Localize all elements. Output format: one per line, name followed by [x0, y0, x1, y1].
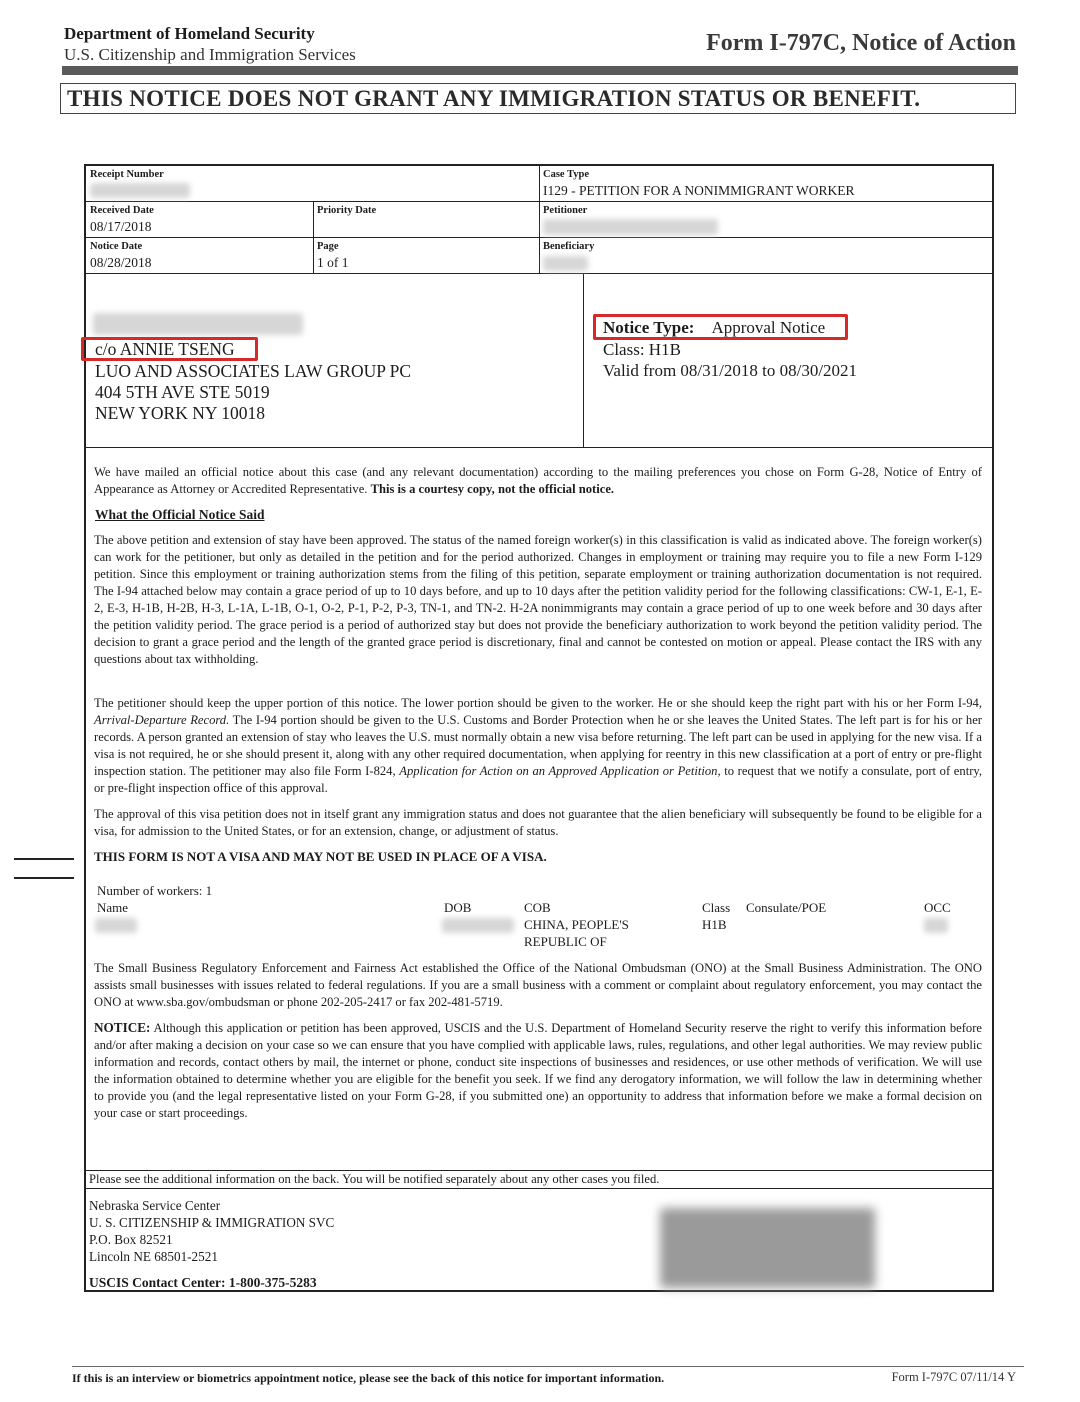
notice-type-value: Approval Notice	[711, 318, 826, 337]
attention-line: c/o ANNIE TSENG	[95, 339, 235, 359]
case-type-label: Case Type	[543, 169, 589, 180]
barcode-redacted	[660, 1208, 875, 1288]
petitioner-redacted	[543, 219, 718, 235]
grid-line	[86, 1188, 992, 1189]
courtesy-copy-note: This is a courtesy copy, not the official notice.	[370, 482, 615, 496]
p2-italic-1: Arrival-Departure Record.	[94, 713, 230, 727]
worker-dob-redacted	[442, 918, 514, 933]
agency-name: U.S. Citizenship and Immigration Services	[64, 45, 356, 64]
case-type-value: I129 - PETITION FOR A NONIMMIGRANT WORKER	[543, 183, 855, 198]
instructions-paragraph	[94, 695, 982, 797]
worker-class-value: H1B	[702, 917, 727, 932]
notice-type	[603, 318, 825, 338]
address-line-3: NEW YORK NY 10018	[95, 403, 265, 423]
section-heading: What the Official Notice Said	[95, 507, 265, 522]
worker-occ-redacted	[924, 918, 948, 933]
footer-divider	[72, 1366, 1024, 1367]
receipt-number-redacted	[90, 183, 190, 198]
notice-label: NOTICE:	[94, 1020, 151, 1035]
notice-date-value: 08/28/2018	[90, 255, 152, 270]
visa-warning: THIS FORM IS NOT A VISA AND MAY NOT BE USED IN PLACE OF A VISA.	[94, 849, 547, 864]
worker-count: Number of workers: 1	[97, 883, 213, 898]
grid-line	[86, 447, 992, 448]
worker-occ-label: OCC	[924, 900, 951, 915]
class-line: Class: H1B	[603, 340, 681, 359]
grid-line	[313, 201, 314, 273]
notice-date-label: Notice Date	[90, 241, 143, 252]
address-line-1: LUO AND ASSOCIATES LAW GROUP PC	[95, 361, 412, 381]
footer-form-code: Form I-797C 07/11/14 Y	[891, 1370, 1016, 1384]
p2-part-c: to request that we notify a consulate, port of entry, or pre-flight inspection office of this approval.	[94, 764, 983, 795]
service-center-pobox: P.O. Box 82521	[89, 1232, 173, 1247]
service-center-city: Lincoln NE 68501-2521	[89, 1249, 218, 1264]
page-value: 1 of 1	[317, 255, 349, 270]
intro-text: We have mailed an official notice about this case (and any relevant documentation) according to the mailing preferences you chose on Form G-28, Notice of Entry of Appearance as Attorney or Accredited Representative.	[94, 465, 982, 496]
worker-dob-label: DOB	[444, 900, 472, 915]
worker-cob-label: COB	[524, 900, 551, 915]
worker-cob-line2: REPUBLIC OF	[524, 934, 607, 949]
disclaimer-paragraph: The approval of this visa petition does not in itself grant any immigration status and does not guarantee that the alien beneficiary will subsequently be found to be eligible for a visa, for admission to the United States, or for an extension, change, or adjustment of status.	[94, 807, 982, 838]
priority-date-label: Priority Date	[317, 205, 377, 216]
approval-paragraph: The above petition and extension of stay have been approved. The status of the named foreign worker(s) in this classification is valid as indicated above. The foreign worker(s) can work for the petitioner, but only as detailed in the petition and for the period authorized. Changes in employment or training may require you to file a new Form I-129 petition. Since this employment or training authorization stems from the filing of this petition, separate employment or training authorization documentation is not required. The I-94 attached below may contain a grace period of up to 10 days before, and up to 10 days after the petition validity period for the following classifications: CW-1, E-1, E-2, E-3, H-1B, H-2B, H-3, L-1A, L-1B, O-1, O-2, P-1, P-2, P-3, TN-1, and TN-2. H-2A nonimmigrants may contain a grace period of up to one week before and 30 days after the petition validity period. The grace period is a period of authorized stay but does not provide the beneficiary authorization to work beyond the petition validity period. The decision to grant a grace period and the length of the granted grace period is discretionary, final and cannot be contested on motion or appeal. Please contact the IRS with any questions about tax withholding.	[94, 533, 982, 666]
notice-paragraph	[94, 1019, 982, 1122]
sbrefa-paragraph: The Small Business Regulatory Enforcement and Fairness Act established the Office of the National Ombudsman (ONO) at the Small Business Administration. The ONO assists small businesses with issues related to federal regulations. If you are a small business with a comment or complaint about regulatory enforcement, you may contact the ONO at www.sba.gov/ombudsman or phone 202-205-2417 or fax 202-481-5719.	[94, 961, 982, 1009]
margin-mark	[14, 858, 74, 860]
additional-info-line: Please see the additional information on the back. You will be notified separately about any other cases you filed.	[89, 1172, 660, 1186]
margin-mark	[14, 877, 74, 879]
address-line-2: 404 5TH AVE STE 5019	[95, 382, 270, 402]
p2-italic-2: Application for Action on an Approved Application or Petition,	[399, 764, 721, 778]
footer-note: If this is an interview or biometrics appointment notice, please see the back of this notice for important information.	[72, 1371, 665, 1385]
grid-line	[539, 165, 540, 273]
worker-consulate-label: Consulate/POE	[746, 900, 827, 915]
p2-part-b: The I-94 portion should be given to the U.S. Customs and Border Protection when he or she leaves the United States. The left part is for his or her records. A person granted an extension of stay who leaves the U.S. must normally obtain a new visa before returning. The left part can be used in applying for the new visa. If a visa is not required, he or she should present it, along with any other required documentation, when applying for reentry in this new classification at a port of entry or pre-flight inspection station. The petitioner may also file Form I-824,	[94, 713, 982, 778]
worker-cob-line1: CHINA, PEOPLE'S	[524, 917, 629, 932]
addressee-redacted	[93, 313, 303, 335]
grid-line	[86, 273, 992, 274]
receipt-number-label: Receipt Number	[90, 169, 164, 180]
received-date-label: Received Date	[90, 205, 154, 216]
worker-name-label: Name	[97, 900, 129, 915]
service-center-agency: U. S. CITIZENSHIP & IMMIGRATION SVC	[89, 1215, 335, 1230]
intro-paragraph	[94, 464, 982, 498]
contact-center: USCIS Contact Center: 1-800-375-5283	[89, 1275, 317, 1290]
received-date-value: 08/17/2018	[90, 219, 152, 234]
grid-line	[86, 1170, 992, 1171]
department-name: Department of Homeland Security	[64, 24, 315, 43]
form-title: Form I-797C, Notice of Action	[706, 30, 1016, 56]
beneficiary-redacted	[543, 256, 588, 271]
service-center-name: Nebraska Service Center	[89, 1198, 221, 1213]
petitioner-label: Petitioner	[543, 205, 588, 216]
notice-type-label: Notice Type:	[603, 318, 695, 337]
page-label: Page	[317, 241, 339, 252]
notice-text: Although this application or petition has been approved, USCIS and the U.S. Department of Homeland Security reserve the right to verify this information before and/or after making a decision on your case so we can ensure that you have complied with applicable laws, rules, regulations, and other legal authorities. We may review public information and records, contact others by mail, the internet or phone, conduct site inspections of businesses and residences, or use other methods of verification. We will use the information obtained to determine whether you are eligible for the benefit you seek. If we find any derogatory information, we will follow the law in determining whether to provide you (and the legal representative listed on your Form G-28, if you submitted one) an opportunity to address that information before we make a formal decision on your case or start proceedings.	[94, 1021, 982, 1120]
valid-period: Valid from 08/31/2018 to 08/30/2021	[603, 361, 858, 380]
header-divider-bar	[62, 66, 1018, 75]
worker-class-label: Class	[702, 900, 731, 915]
beneficiary-label: Beneficiary	[543, 241, 595, 252]
worker-name-redacted	[95, 918, 137, 933]
status-banner-text: THIS NOTICE DOES NOT GRANT ANY IMMIGRATION STATUS OR BENEFIT.	[67, 86, 921, 111]
p2-part-a: The petitioner should keep the upper portion of this notice. The lower portion should be given to the worker. He or she should keep the right part with his or her Form I-94,	[94, 696, 982, 710]
grid-line	[583, 273, 584, 447]
status-banner	[60, 83, 1016, 114]
